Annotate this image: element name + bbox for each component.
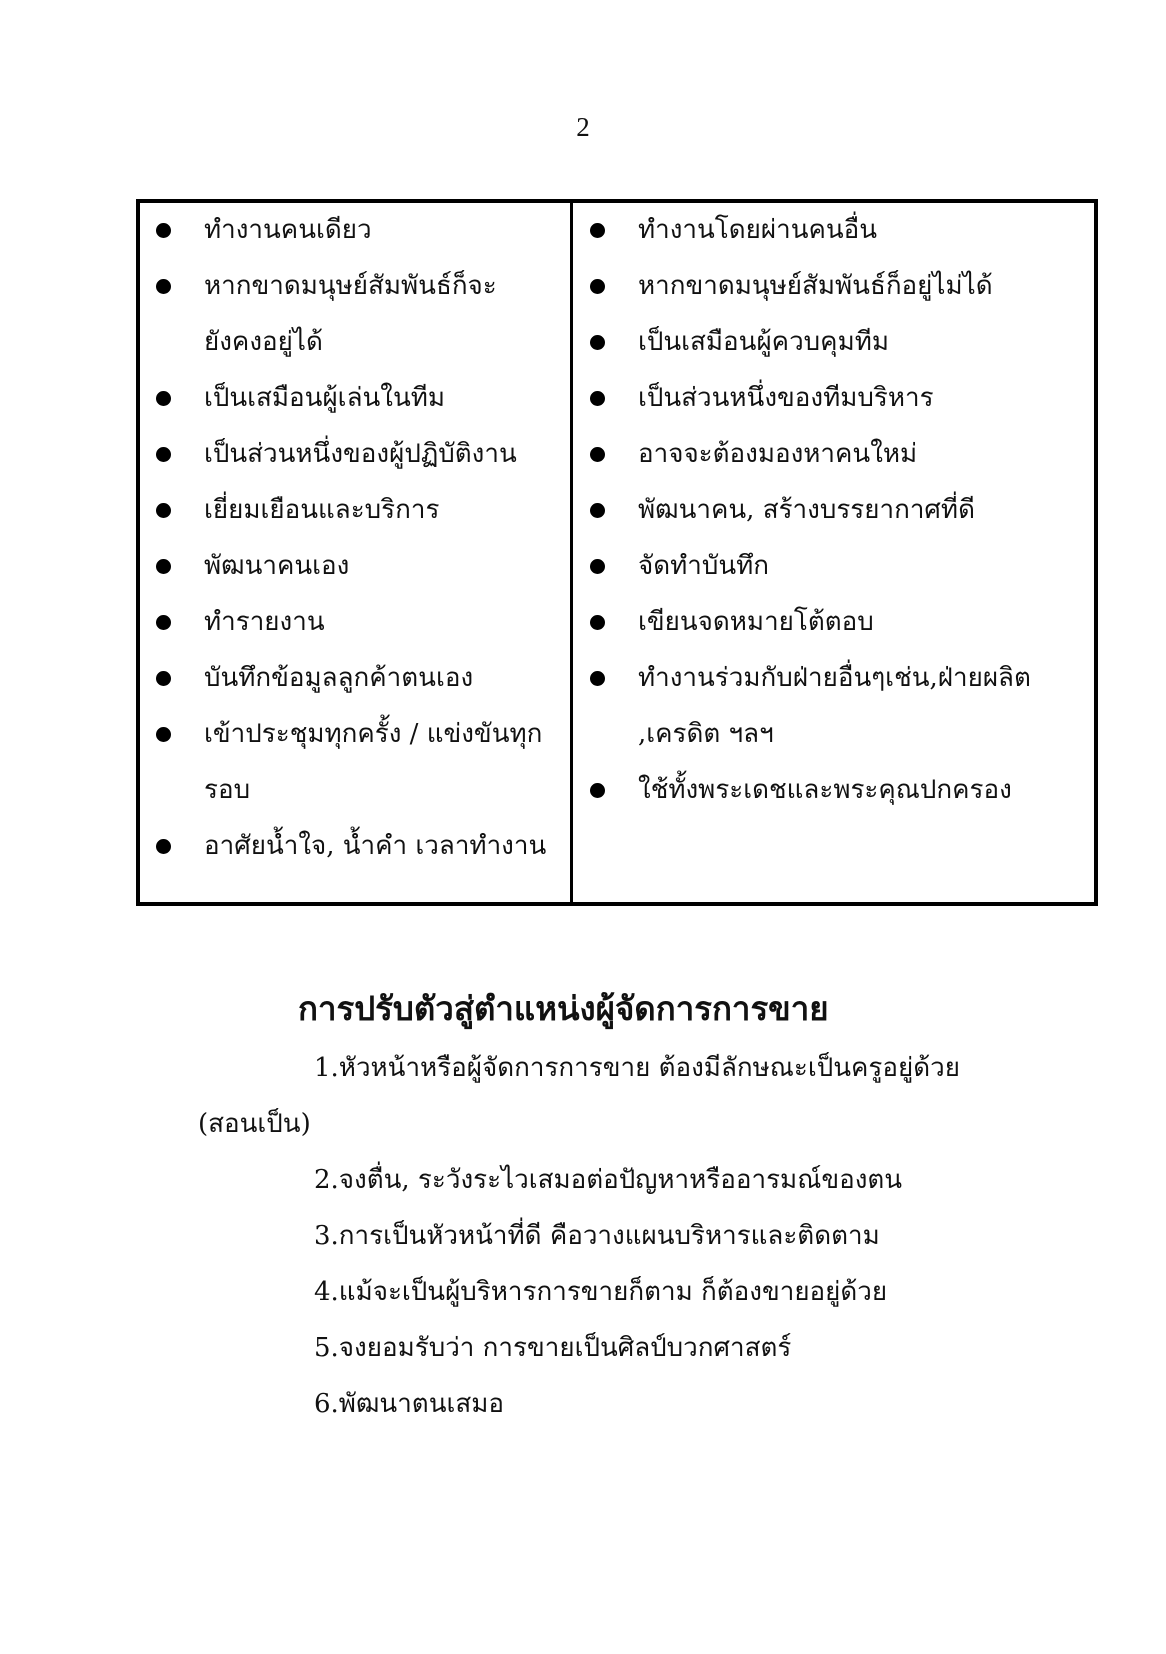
list-item: หากขาดมนุษย์สัมพันธ์ก็จะ bbox=[204, 271, 497, 301]
list-item: เป็นส่วนหนึ่งของผู้ปฏิบัติงาน bbox=[204, 439, 517, 469]
list-item: เป็นเสมือนผู้ควบคุมทีม bbox=[638, 327, 889, 357]
bullet-icon bbox=[590, 335, 605, 350]
list-item-continuation: ยังคงอยู่ได้ bbox=[204, 327, 323, 357]
bullet-icon bbox=[156, 839, 171, 854]
paragraph-item: 3.การเป็นหัวหน้าที่ดี คือวางแผนบริหารและติดตาม bbox=[314, 1221, 880, 1251]
bullet-icon bbox=[156, 503, 171, 518]
bullet-icon bbox=[590, 447, 605, 462]
paragraph-continuation: (สอนเป็น) bbox=[198, 1109, 311, 1139]
paragraph-item: 4.แม้จะเป็นผู้บริหารการขายก็ตาม ก็ต้องขายอยู่ด้วย bbox=[314, 1277, 888, 1307]
paragraph-item: 2.จงตื่น, ระวังระไวเสมอต่อปัญหาหรืออารมณ์ของตน bbox=[314, 1165, 903, 1195]
list-item: จัดทำบันทึก bbox=[638, 551, 770, 581]
bullet-icon bbox=[590, 615, 605, 630]
list-item: ทำงานคนเดียว bbox=[204, 215, 372, 245]
list-item: ทำงานโดยผ่านคนอื่น bbox=[638, 215, 878, 245]
paragraph-item: 5.จงยอมรับว่า การขายเป็นศิลป์บวกศาสตร์ bbox=[314, 1333, 792, 1363]
bullet-icon bbox=[590, 223, 605, 238]
list-item: หากขาดมนุษย์สัมพันธ์ก็อยู่ไม่ได้ bbox=[638, 271, 993, 301]
list-item: ทำงานร่วมกับฝ่ายอื่นๆเช่น,ฝ่ายผลิต bbox=[638, 663, 1031, 693]
bullet-icon bbox=[590, 503, 605, 518]
bullet-icon bbox=[156, 391, 171, 406]
bullet-icon bbox=[156, 447, 171, 462]
bullet-icon bbox=[590, 671, 605, 686]
bullet-icon bbox=[590, 783, 605, 798]
bullet-icon bbox=[156, 671, 171, 686]
list-item: เป็นส่วนหนึ่งของทีมบริหาร bbox=[638, 383, 934, 413]
bullet-icon bbox=[590, 559, 605, 574]
bullet-icon bbox=[590, 279, 605, 294]
list-item: อาจจะต้องมองหาคนใหม่ bbox=[638, 439, 918, 469]
paragraph-item: 1.หัวหน้าหรือผู้จัดการการขาย ต้องมีลักษณะเป็นครูอยู่ด้วย bbox=[314, 1053, 960, 1083]
list-item: เขียนจดหมายโต้ตอบ bbox=[638, 607, 874, 637]
comparison-table bbox=[136, 199, 1098, 906]
bullet-icon bbox=[156, 727, 171, 742]
list-item: เยี่ยมเยือนและบริการ bbox=[204, 495, 440, 525]
table-left-column bbox=[140, 203, 573, 902]
list-item: บันทึกข้อมูลลูกค้าตนเอง bbox=[204, 663, 474, 693]
list-item: พัฒนาคน, สร้างบรรยากาศที่ดี bbox=[638, 495, 975, 525]
list-item: ใช้ทั้งพระเดชและพระคุณปกครอง bbox=[638, 775, 1012, 805]
bullet-icon bbox=[590, 391, 605, 406]
bullet-icon bbox=[156, 615, 171, 630]
list-item: เป็นเสมือนผู้เล่นในทีม bbox=[204, 383, 446, 413]
bullet-icon bbox=[156, 279, 171, 294]
page-number: 2 bbox=[576, 112, 590, 142]
bullet-icon bbox=[156, 223, 171, 238]
section-title: การปรับตัวสู่ตำแหน่งผู้จัดการการขาย bbox=[298, 989, 829, 1028]
list-item-continuation: ,เครดิต ฯลฯ bbox=[638, 719, 774, 749]
list-item: เข้าประชุมทุกครั้ง / แข่งขันทุก bbox=[204, 719, 543, 749]
list-item: อาศัยน้ำใจ, น้ำคำ เวลาทำงาน bbox=[204, 831, 547, 861]
bullet-icon bbox=[156, 559, 171, 574]
list-item: พัฒนาคนเอง bbox=[204, 551, 350, 581]
table-right-column bbox=[573, 203, 1094, 902]
list-item-continuation: รอบ bbox=[204, 775, 251, 805]
paragraph-item: 6.พัฒนาตนเสมอ bbox=[314, 1389, 504, 1419]
list-item: ทำรายงาน bbox=[204, 607, 325, 637]
